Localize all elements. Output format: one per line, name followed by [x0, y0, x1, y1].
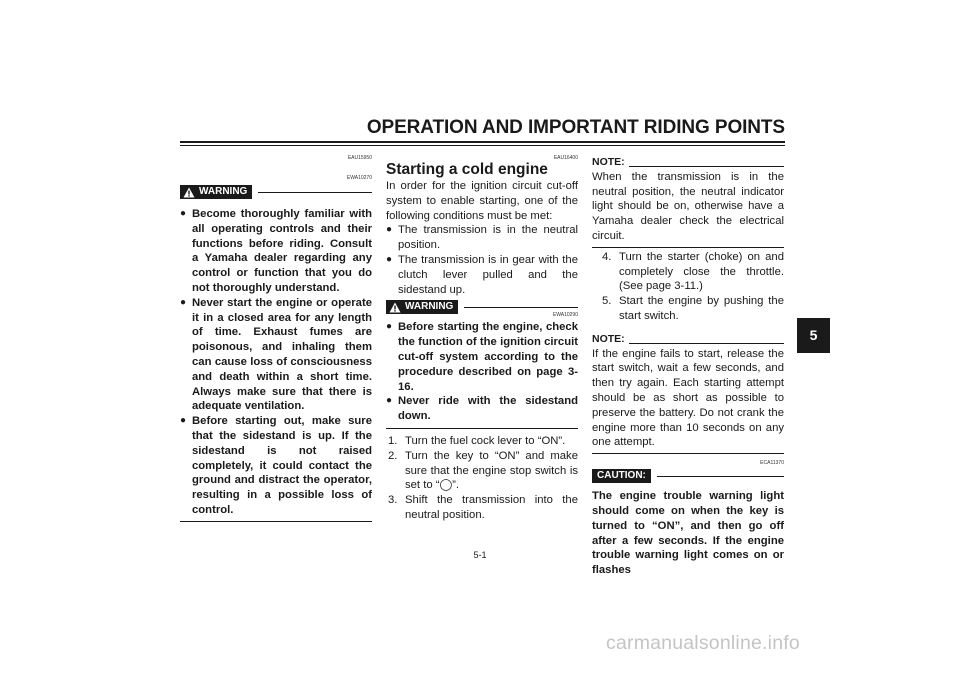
list-item: ● Before starting the engine, check the function of the ignition circuit cut-off system according to the procedure described on page 3-16.	[386, 321, 578, 393]
warning-triangle-icon	[183, 187, 195, 198]
caution-code: ECA11370	[760, 460, 784, 467]
warning-badge	[386, 300, 458, 314]
note-end-rule	[592, 453, 784, 454]
list-item: 2. Turn the key to “ON” and make sure that the engine stop switch is set to “◯”.	[388, 449, 578, 492]
section-code: EAU15950	[347, 155, 372, 161]
section-title: Starting a cold engine	[386, 161, 548, 178]
section-code: EAU16400	[553, 155, 578, 161]
caution-header	[592, 468, 784, 484]
bullet-icon: ●	[386, 253, 393, 265]
header-rule-thick	[180, 141, 785, 143]
column-1	[180, 155, 372, 522]
page-number: 5-1	[473, 550, 487, 560]
list-item: ● Never start the engine or operate it in a closed area for any length of time. Exhaust fumes are poisonous, and inhaling them can cause loss of consciousness and death within a short time. Always make sure that there is adequate ventilation.	[180, 296, 372, 413]
warning-list	[180, 207, 372, 518]
caution-label: CAUTION:	[597, 469, 646, 481]
list-item: 5. Start the engine by pushing the start switch.	[602, 295, 784, 322]
intro-text: In order for the ignition circuit cut-off system to enable starting, one of the following conditions must be met:	[386, 180, 578, 222]
note-line	[629, 343, 784, 344]
warning-end-rule	[180, 521, 372, 522]
list-item: ● The transmission is in the neutral position.	[386, 224, 578, 252]
chapter-tab[interactable]: 5	[797, 318, 830, 353]
page-title: OPERATION AND IMPORTANT RIDING POINTS	[366, 117, 785, 138]
column-3	[592, 155, 784, 578]
warning-badge	[180, 185, 252, 199]
warning-code: EWA10270	[346, 175, 372, 181]
conditions-list	[386, 223, 578, 297]
list-item: ● Before starting out, make sure that the sidestand is up. If the sidestand is not raised completely, it could contact the ground and distract the operator, resulting in a possible loss of control.	[180, 415, 372, 516]
note-line	[629, 166, 784, 167]
note-label: NOTE:	[592, 332, 625, 345]
warning-line	[464, 307, 578, 308]
list-item: 4. Turn the starter (choke) on and completely close the throttle. (See page 3-11.)	[602, 250, 784, 293]
warning-label: WARNING	[199, 185, 248, 197]
note-header	[592, 155, 784, 170]
bullet-icon: ●	[386, 395, 393, 407]
list-item: 1. Turn the fuel cock lever to “ON”.	[388, 434, 566, 447]
bullet-icon: ●	[180, 296, 187, 308]
warning-label: WARNING	[405, 300, 454, 312]
bullet-icon: ●	[386, 321, 393, 333]
bullet-icon: ●	[180, 415, 187, 427]
column-2	[386, 155, 578, 523]
warning-code: EWA10290	[552, 312, 578, 319]
caution-line	[657, 476, 784, 477]
header-rule-thin	[180, 145, 785, 146]
warning-line	[258, 192, 372, 193]
watermark[interactable]: carmanualsonline.info	[606, 632, 800, 654]
note-header	[592, 332, 784, 347]
list-item: ● Become thoroughly familiar with all operating controls and their functions before riding. Consult a Yamaha dealer regarding any control or function that you do not thoroughly understand.	[180, 208, 372, 294]
warning-triangle-icon	[389, 302, 401, 313]
list-item: ● Never ride with the sidestand down.	[386, 395, 578, 423]
steps-list	[386, 434, 578, 523]
note-text: When the transmission is in the neutral position, the neutral indicator light should be on, otherwise have a Yamaha dealer check the electrical circuit.	[592, 170, 784, 242]
list-item: ● The transmission is in gear with the clutch lever pulled and the sidestand up.	[386, 253, 578, 296]
warning-header	[180, 184, 372, 200]
warning-end-rule	[386, 428, 578, 429]
note-label: NOTE:	[592, 156, 625, 168]
caution-text: The engine trouble warning light should come on when the key is turned to “ON”, and then go off after a few seconds. If the engine trouble warning light comes on or flashes	[592, 490, 784, 577]
steps-list	[592, 250, 784, 324]
warning-list	[386, 320, 578, 424]
note-end-rule	[592, 247, 784, 248]
note-text: If the engine fails to start, release the start switch, wait a few seconds, and then try again. Each starting attempt should be as short as possible to preserve the battery. Do not crank the engine more than 10 seconds on any one attempt.	[592, 347, 784, 449]
caution-badge	[592, 469, 651, 483]
bullet-icon: ●	[180, 208, 187, 219]
bullet-icon: ●	[386, 224, 393, 236]
list-item: 3. Shift the transmission into the neutral position.	[388, 494, 578, 521]
